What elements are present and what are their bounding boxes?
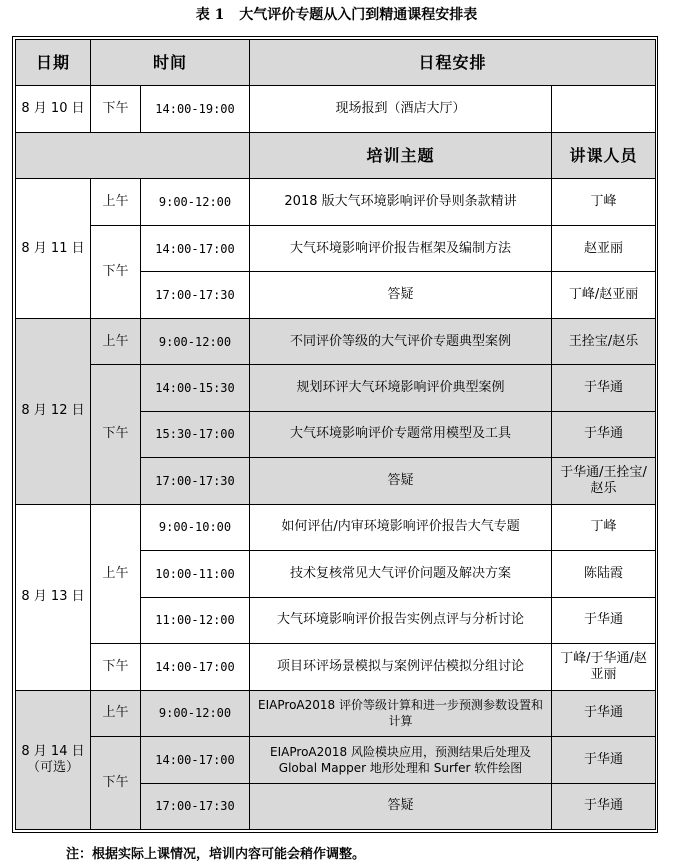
lecturer-cell: 于华通: [552, 783, 656, 830]
time-cell: 11:00-12:00: [141, 597, 250, 643]
schedule-table: [15, 39, 656, 830]
time-cell: 14:00-17:00: [141, 225, 250, 271]
lecturer-cell: 于华通: [552, 365, 656, 411]
table-row: [16, 737, 656, 783]
header-topic: 培训主题: [250, 132, 552, 178]
time-cell: 14:00-17:00: [141, 737, 250, 783]
lecturer-cell: 于华通: [552, 737, 656, 783]
date-cell: 8 月 11 日: [16, 179, 91, 318]
time-cell: 17:00-17:30: [141, 783, 250, 830]
time-cell: 15:30-17:00: [141, 411, 250, 457]
time-cell: 17:00-17:30: [141, 458, 250, 504]
header-lecturer: 讲课人员: [552, 132, 656, 178]
schedule-table-frame: [12, 36, 658, 833]
topic-cell: 2018 版大气环境影响评价导则条款精讲: [250, 179, 552, 225]
table-title: [0, 4, 673, 28]
topic-cell: 大气环境影响评价报告框架及编制方法: [250, 225, 552, 271]
date-text: 8 月 14 日: [21, 743, 85, 759]
time-cell: 14:00-19:00: [141, 86, 250, 132]
lecturer-cell: 于华通: [552, 597, 656, 643]
footnote: 注：根据实际上课情况，培训内容可能会稍作调整。: [66, 847, 366, 862]
table-row: [16, 690, 656, 736]
table-number: 表 1: [195, 7, 225, 23]
lecturer-cell: 王拴宝/赵乐: [552, 318, 656, 364]
period-cell: 上午: [91, 504, 141, 643]
time-cell: 9:00-10:00: [141, 504, 250, 550]
time-cell: 10:00-11:00: [141, 551, 250, 597]
table-title-text: 大气评价专题从入门到精通课程安排表: [239, 7, 478, 23]
period-cell: 下午: [91, 225, 141, 318]
time-cell: 9:00-12:00: [141, 179, 250, 225]
table-row: [16, 644, 656, 690]
event-cell: 现场报到（酒店大厅）: [250, 86, 552, 132]
topic-cell: 大气环境影响评价专题常用模型及工具: [250, 411, 552, 457]
topic-cell: 不同评价等级的大气评价专题典型案例: [250, 318, 552, 364]
date-cell: 8 月 12 日: [16, 318, 91, 504]
lecturer-cell: 于华通: [552, 411, 656, 457]
lecturer-cell: 陈陆霞: [552, 551, 656, 597]
header-schedule: 日程安排: [250, 40, 656, 86]
period-cell: 下午: [91, 737, 141, 830]
header-time: 时间: [91, 40, 250, 86]
period-cell: 下午: [91, 365, 141, 504]
header-row: [16, 40, 656, 86]
lecturer-cell: 赵亚丽: [552, 225, 656, 271]
topic-cell: 答疑: [250, 272, 552, 318]
date-note: （可选）: [26, 759, 79, 775]
period-cell: 下午: [91, 644, 141, 690]
table-row: [16, 86, 656, 132]
lecturer-cell: 于华通: [552, 690, 656, 736]
topic-cell: 答疑: [250, 783, 552, 830]
lecturer-cell: 丁峰/于华通/赵亚丽: [552, 644, 656, 690]
table-row: [16, 179, 656, 225]
topic-cell: 技术复核常见大气评价问题及解决方案: [250, 551, 552, 597]
header-date: 日期: [16, 40, 91, 86]
lecturer-cell: 于华通/王拴宝/赵乐: [552, 458, 656, 504]
date-cell: 8 月 13 日: [16, 504, 91, 690]
period-cell: 下午: [91, 86, 141, 132]
topic-cell: 规划环评大气环境影响评价典型案例: [250, 365, 552, 411]
lecturer-cell: 丁峰: [552, 179, 656, 225]
topic-cell: 大气环境影响评价报告实例点评与分析讨论: [250, 597, 552, 643]
table-row: [16, 225, 656, 271]
topic-cell: 如何评估/内审环境影响评价报告大气专题: [250, 504, 552, 550]
topic-cell: EIAProA2018 风险模块应用，预测结果后处理及 Global Mapper 地形处理和 Surfer 软件绘图: [250, 737, 552, 783]
empty-cell: [552, 86, 656, 132]
time-cell: 14:00-17:00: [141, 644, 250, 690]
topic-cell: 项目环评场景模拟与案例评估模拟分组讨论: [250, 644, 552, 690]
time-cell: 14:00-15:30: [141, 365, 250, 411]
date-cell: 8 月 10 日: [16, 86, 91, 132]
subheader-blank: [16, 132, 250, 178]
table-row: [16, 318, 656, 364]
time-cell: 17:00-17:30: [141, 272, 250, 318]
date-cell: [16, 690, 91, 829]
period-cell: 上午: [91, 690, 141, 736]
topic-cell: EIAProA2018 评价等级计算和进一步预测参数设置和计算: [250, 690, 552, 736]
time-cell: 9:00-12:00: [141, 690, 250, 736]
table-row: [16, 365, 656, 411]
period-cell: 上午: [91, 318, 141, 364]
time-cell: 9:00-12:00: [141, 318, 250, 364]
subheader-row: [16, 132, 656, 178]
topic-cell: 答疑: [250, 458, 552, 504]
table-row: [16, 504, 656, 550]
lecturer-cell: 丁峰/赵亚丽: [552, 272, 656, 318]
period-cell: 上午: [91, 179, 141, 225]
lecturer-cell: 丁峰: [552, 504, 656, 550]
